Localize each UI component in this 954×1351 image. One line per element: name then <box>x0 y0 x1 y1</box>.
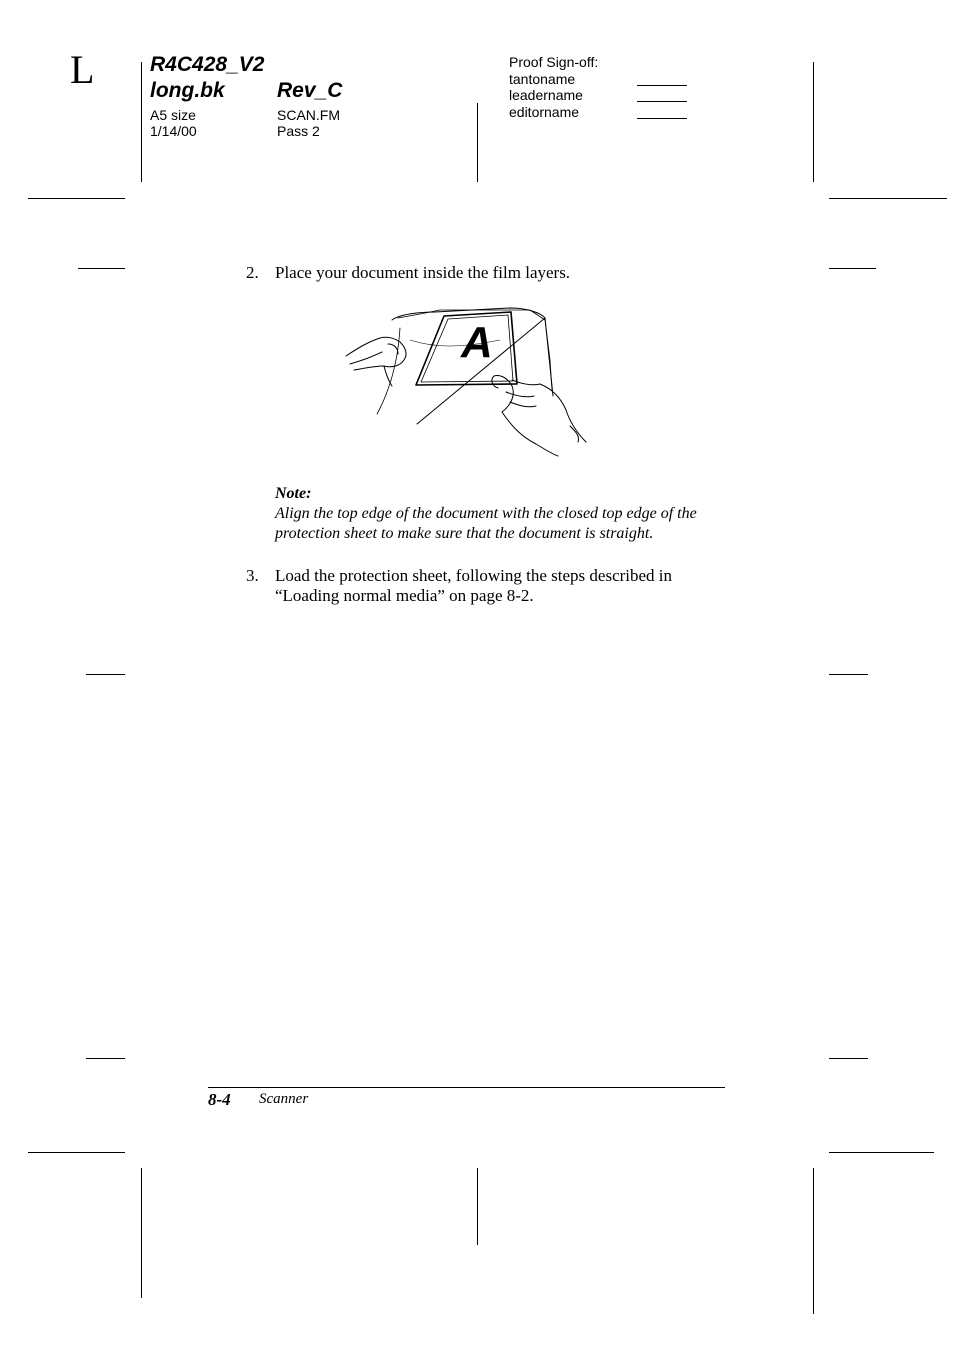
book-name: long.bk <box>150 79 225 102</box>
note-line: protection sheet to make sure that the document is straight. <box>275 525 654 542</box>
note-title: Note: <box>275 485 312 502</box>
signoff-line <box>637 101 687 102</box>
step-text: Place your document inside the film layers. <box>275 263 571 282</box>
revision: Rev_C <box>277 79 343 102</box>
footer-rule <box>208 1087 725 1088</box>
margin-letter: L <box>70 47 95 92</box>
crop-mark <box>141 62 142 182</box>
step-text: Load the protection sheet, following the steps described in <box>275 566 673 585</box>
crop-mark <box>78 268 125 269</box>
page-size: A5 size <box>150 107 196 123</box>
file-name: SCAN.FM <box>277 107 340 123</box>
crop-mark <box>829 268 876 269</box>
date: 1/14/00 <box>150 123 197 139</box>
footer-page-number: 8-4 <box>208 1090 231 1109</box>
crop-mark <box>829 1058 868 1059</box>
crop-mark <box>477 1168 478 1245</box>
signoff-line <box>637 118 687 119</box>
crop-mark <box>829 198 947 199</box>
book-code: R4C428_V2 <box>150 53 265 76</box>
footer-section: Scanner <box>259 1091 309 1107</box>
film-layers-illustration <box>340 300 600 460</box>
pass: Pass 2 <box>277 123 320 139</box>
crop-mark <box>813 62 814 182</box>
crop-mark <box>141 1168 142 1298</box>
proof-name-tanto: tantoname <box>509 71 576 87</box>
crop-mark <box>86 674 125 675</box>
proof-signoff-title: Proof Sign-off: <box>509 54 599 70</box>
crop-mark <box>28 1152 125 1153</box>
document-letter: A <box>461 318 493 367</box>
step-text: “Loading normal media” on page 8-2. <box>275 586 534 605</box>
crop-mark <box>829 674 868 675</box>
signoff-line <box>637 85 687 86</box>
proof-name-leader: leadername <box>509 87 583 103</box>
step-number: 3. <box>246 566 259 585</box>
crop-mark <box>477 103 478 182</box>
crop-mark <box>829 1152 934 1153</box>
note-line: Align the top edge of the document with the closed top edge of the <box>275 505 697 522</box>
crop-mark <box>813 1168 814 1314</box>
step-number: 2. <box>246 263 259 282</box>
crop-mark <box>86 1058 125 1059</box>
proof-name-editor: editorname <box>509 104 580 120</box>
crop-mark <box>28 198 125 199</box>
